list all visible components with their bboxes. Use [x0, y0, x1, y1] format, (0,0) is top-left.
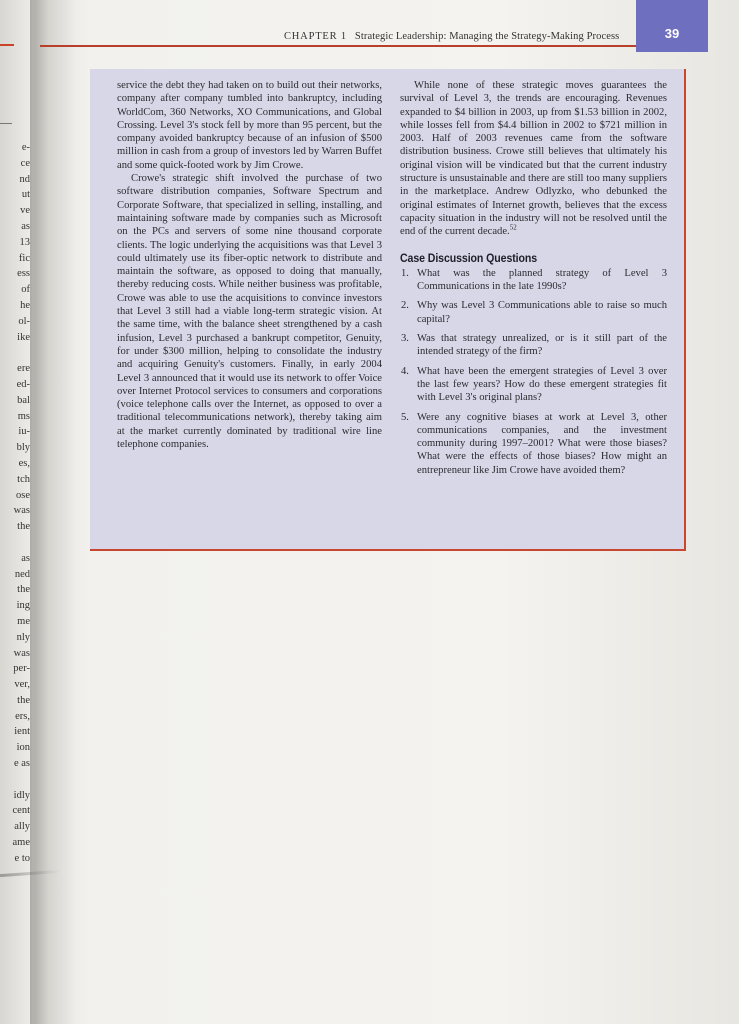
footnote-marker: 52	[509, 223, 517, 232]
case-right-column	[400, 79, 667, 483]
facing-page-fragment	[0, 772, 30, 788]
page-number: 39	[664, 26, 680, 41]
question-number: 3.	[401, 333, 409, 345]
question-number: 4.	[401, 365, 409, 377]
facing-page-fragment	[0, 535, 30, 551]
chapter-title: Strategic Leadership: Managing the Strategy-Making Process	[354, 31, 620, 42]
facing-page-fragment: bal	[17, 394, 30, 406]
facing-page-fragment: iu-	[18, 426, 30, 438]
facing-page-fragment: nly	[16, 631, 30, 643]
facing-page-fragment: e as	[13, 758, 30, 770]
facing-page-fragment: ned	[14, 568, 30, 580]
question-text: Why was Level 3 Communications able to raise so much capital?	[417, 300, 667, 325]
facing-page-fragment: e to	[14, 852, 30, 864]
facing-page-fragment: ver,	[14, 679, 30, 691]
facing-page-fragment: the	[17, 584, 30, 596]
question-number: 5.	[401, 411, 409, 423]
question-number: 1.	[401, 267, 409, 279]
facing-page-tick	[0, 123, 12, 124]
facing-page-fragment: fic	[18, 252, 30, 264]
facing-page-fragment: was	[13, 505, 30, 517]
facing-page-fragment: ame	[12, 837, 30, 849]
facing-page-fragment: tch	[17, 473, 30, 485]
facing-page-fragment: he	[20, 299, 30, 311]
facing-page-fragment: ose	[16, 489, 30, 501]
case-paragraph-text: While none of these strategic moves guarantees the survival of Level 3, the trends are encouraging. Revenues expanded to $4 billion in 2003, up from $1.53 billion in 2002, while losses fell from $4.4 billion in 2002 to $721 million in 2003. Half of 2003 revenues came from the software distribution business. Crowe still believes that ultimately his original vision will be vindicated but that the current industry structure is unsustainable and there are still too many suppliers in the marketplace. Andrew Odlyzko, who debunked the original estimates of Internet growth, believes that the excess capacity situation in the industry will not be resolved until the end of the current decade.	[400, 80, 667, 238]
question-item	[400, 332, 667, 359]
facing-page-fragment: ike	[17, 331, 30, 343]
facing-page-fragment: ms	[17, 410, 30, 422]
facing-page-fragment: ed-	[16, 378, 30, 390]
facing-page-fragment: ion	[16, 742, 30, 754]
question-text: What have been the emergent strategies of Level 3 over the last few years? How do these emergent strategies fit with Level 3's original plans?	[417, 365, 667, 404]
question-number: 2.	[401, 300, 409, 312]
facing-page-fragment: ce	[20, 157, 30, 169]
facing-page-fragment: ally	[14, 821, 30, 833]
discussion-heading: Case Discussion Questions	[400, 252, 538, 265]
facing-page-fragment: ess	[17, 268, 30, 280]
facing-page-fragment: me	[17, 615, 30, 627]
facing-page-fragment: ut	[21, 189, 30, 201]
facing-page-fragment: per-	[13, 663, 30, 675]
chapter-label: CHAPTER 1	[284, 31, 347, 42]
facing-page-fragment: as	[21, 220, 30, 232]
facing-page-fragment: cent	[12, 805, 30, 817]
facing-page-fragment: es,	[18, 457, 30, 469]
case-paragraph: service the debt they had taken on to build out their networks, company after company tumbled into bankruptcy, including WorldCom, 360 Networks, XO Communications, and Global Crossing. Level 3's stock fell by more than 95 percent, but the company avoided bankruptcy because of an infusion of $500 million in cash from a group of investors led by Warren Buffet and some quick-footed work by Jim Crowe.	[117, 80, 383, 171]
facing-page-fragment: ve	[20, 205, 30, 217]
running-header	[0, 0, 739, 52]
facing-page-fragment: 13	[19, 236, 30, 248]
question-text: Were any cognitive biases at work at Level 3, other communications companies, and the investment community during 1997–2001? What were those biases? What were the effects of those biases? How might an entrepreneur like Jim Crowe have avoided them?	[417, 411, 667, 476]
case-paragraph: Crowe's strategic shift involved the purchase of two software distribution companies, Software Spectrum and Corporate Software, that specialized in selling, installing, and maintaining software made by companies such as Microsoft on the PCs and servers of some nine thousand corporate clients. The logic underlying the acquisitions was that Level 3 could ultimately use its fiber-optic network to distribute and maintain the software, as opposed to doing that manually, thereby reducing costs. While neither business was profitable, Crowe was able to use the acquisitions to convince investors that Level 3 still had a viable long-term strategic vision. At the same time, with the balance sheet strengthened by a cash infusion, Level 3 purchased a bankrupt competitor, Genuity, for under $300 million, helping to consolidate the industry and acquiring Genuity's customers. Finally, in early 2004 Level 3 announced that it would use its network to offer Voice over Internet Protocol services to consumers and corporations (voice telephone calls over the Internet, as opposed to over a traditional telecommunications network), thereby taking aim at the market currently dominated by traditional wire line telephone companies.	[117, 173, 382, 451]
facing-page-fragment: as	[21, 552, 30, 564]
facing-page-fragment: ol-	[18, 315, 30, 327]
question-item	[400, 411, 667, 477]
discussion-questions	[400, 267, 667, 477]
facing-page-fragment: nd	[19, 173, 30, 185]
facing-page-fragment: was	[13, 647, 30, 659]
case-left-column	[117, 79, 382, 451]
facing-page-fragment: ient	[14, 726, 30, 738]
facing-page-fragment: e-	[21, 142, 30, 153]
case-paragraph	[400, 79, 667, 239]
facing-page-fragment	[0, 345, 30, 361]
question-text: What was the planned strategy of Level 3 Communications in the late 1990s?	[417, 267, 667, 293]
facing-page-fragment: the	[17, 521, 30, 533]
facing-page-fragment: the	[17, 694, 30, 706]
question-item	[400, 299, 667, 326]
header-rule	[40, 45, 706, 47]
question-item	[400, 267, 667, 294]
facing-page-fragment: ere	[17, 363, 30, 375]
question-item	[400, 365, 667, 405]
facing-page-fragment: ing	[16, 600, 30, 612]
facing-page-fragment: idly	[13, 789, 30, 801]
question-text: Was that strategy unrealized, or is it still part of the intended strategy of the firm?	[417, 333, 667, 358]
facing-page-fragment: ers,	[15, 710, 30, 722]
facing-page-fragment: bly	[16, 442, 30, 454]
header-text	[284, 31, 624, 42]
facing-page-fragment: of	[21, 284, 30, 296]
facing-page-text-fragments	[0, 140, 32, 867]
